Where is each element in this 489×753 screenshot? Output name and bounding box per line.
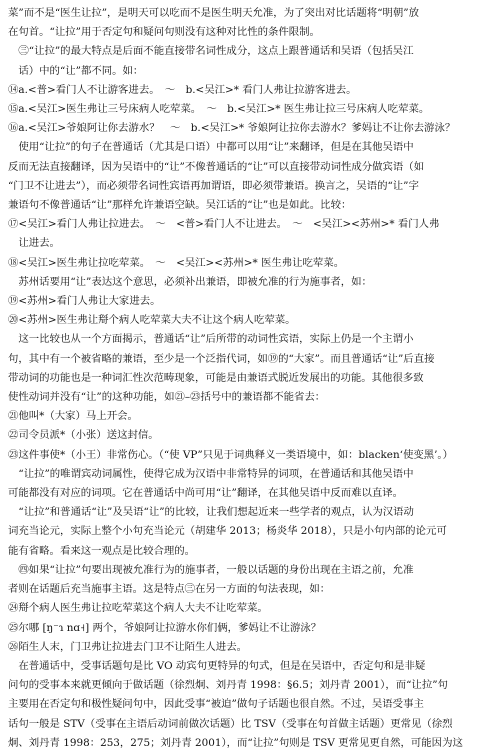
example-line: ⑮a.<吴江>医生弗让三号床病人吃荤菜。 ～ b.<吴江>* 医生弗让拉三号床病人吃荤菜。 [8,103,430,116]
example-line: ⑲<苏州>看门人弗让大家进去。 [8,295,161,308]
text-line: 可能都没有对应的词项。它在普通话中尚可用“让”翻译，在其他吴语中反而难以直译。 [8,487,404,500]
text-line: 句，其中有一个被省略的兼语，至少是一个泛指代词，如⑲的“大家”。而且普通话“让”后直接 [8,352,435,365]
example-line: ㉔搿个病人医生弗让拉吃荤菜这个病人大夫不让吃荤菜。 [8,602,268,615]
text-line: ㊃如果“让拉”句要出现被允准行为的施事者，一般以话题的身份出现在主语之前，允准 [8,563,414,576]
text-line: 反而无法直接翻译，因为吴语中的“让”不像普通话的“让”可以直接带动词性成分做宾语（如 [8,160,425,173]
text-line: 在句首。“让拉”用于否定句和疑问句则没有这种对比性的条件限制。 [8,26,320,39]
example-line: ㉑他叫*（大家）马上开会。 [8,410,138,423]
text-line: 话）中的“让”都不同。如： [8,64,144,77]
text-line: 菜”而不是“医生让拉”，是明天可以吃而不是医生明天允准，为了突出对比话题将“明朝”放 [8,7,420,19]
text-line: 话句一般是 STV（受事在主语后动词前做次话题）比 TSV（受事在句首做主话题）更常见（徐烈 [8,717,453,730]
example-line: ⑭a.<普>看门人不让游客进去。 ～ b.<吴江>* 看门人弗让拉游客进去。 [8,83,357,96]
text-line: 主要用在否定句和极性疑问句中，因此受事“被迫”做句子话题也很自然。不过，吴语受事主 [8,698,424,711]
example-line: 让进去。 [8,237,60,250]
example-line: ⑱<吴江>医生弗让拉吃荤菜。 ～ <吴江><苏州>* 医生弗让吃荤菜。 [8,256,345,269]
example-line: ㉓这件事使*（小王）非常伤心。（“使 VP”只见于词典释义一类语境中，如：blacken‘使变黑’。） [8,448,454,461]
text-line: 炯、刘丹青 1998：253，275；刘丹青 2001），而“让拉”句则是 TSV 更常见更自然，可能因为这 [8,736,463,749]
text-line: 这一比较也从一个方面揭示，普通话“让”后所带的动词性宾语，实际上仍是一个主谓小 [8,333,414,346]
text-line: “让拉”和普通话“让”及吴语“让”的比较，让我们想起近来一些学者的观点，认为汉语动 [8,506,414,519]
text-line: 者则在话题后充当施事主语。这是特点㊂在另一方面的句法表现，如： [8,583,331,596]
example-line: ㉒司令员派*（小张）送这封信。 [8,429,159,442]
text-line: 在普通话中，受事话题句是比 VO 动宾句更特异的句式，但是在吴语中，否定句和是非疑 [8,659,426,672]
text-line: 问句的受事本来就更倾向于做话题（徐烈炯、刘丹青 1998：§6.5；刘丹青 2001），而“让拉”句 [8,679,448,692]
example-line: ⑯a.<吴江>爷娘阿让你去游水？ ～ b.<吴江>* 爷娘阿让拉你去游水？爹妈让不让你去游泳？ [8,122,456,135]
text-line: 能有省略。看来这一观点是比较合理的。 [8,544,196,557]
text-line: 带动词的功能也是一种词汇性次范畴现象，可能是由兼语式脱近发展出的功能。其他很多致 [8,371,424,384]
text-line: 使用“让拉”的句子在普通话（尤其是口语）中都可以用“让”来翻译，但是在其他吴语中 [8,141,414,154]
example-line: ㉖陌生人末，门卫弗让拉进去门卫不让陌生人进去。 [8,640,247,653]
text-line: ㊂“让拉”的最大特点是后面不能直接带名词性成分，这点上跟普通话和吴语（包括吴江 [8,45,414,58]
example-line: ⑳<苏州>医生弗让搿个病人吃荤菜大夫不让这个病人吃荤菜。 [8,314,296,327]
text-line: 使性动词并没有“让”的这种功能，如㉑–㉓括号中的兼语都不能省去： [8,391,326,404]
example-line: ㉕尔哪 [ŋ⁻ɿ nɑ˧] 两个，爷娘阿让拉游水你们俩，爹妈让不让游泳？ [8,621,322,634]
text-line: 兼语句不像普通话“让”那样允许兼语空缺。吴江话的“让”也是如此。比较： [8,199,352,212]
text-line: “门卫不让进去”），而必须带名词性宾语再加谓语，即必须带兼语。换言之，吴语的“让”字 [8,179,419,192]
example-line: ⑰<吴江>看门人弗让拉进去。 ～ <普>看门人不让进去。 ～ <吴江><苏州>* 看门人弗 [8,218,440,231]
text-line: 词充当论元，实际上整个小句充当论元（胡建华 2013；杨炎华 2018），只是小句内部的论元可 [8,525,447,538]
text-line: “让拉”的唯谓宾动词属性，使得它成为汉语中非常特异的词项，在普通话和其他吴语中 [8,467,414,480]
text-line: 苏州话要用“让”表达这个意思，必须补出兼语，即被允准的行为施事者，如： [8,275,372,288]
